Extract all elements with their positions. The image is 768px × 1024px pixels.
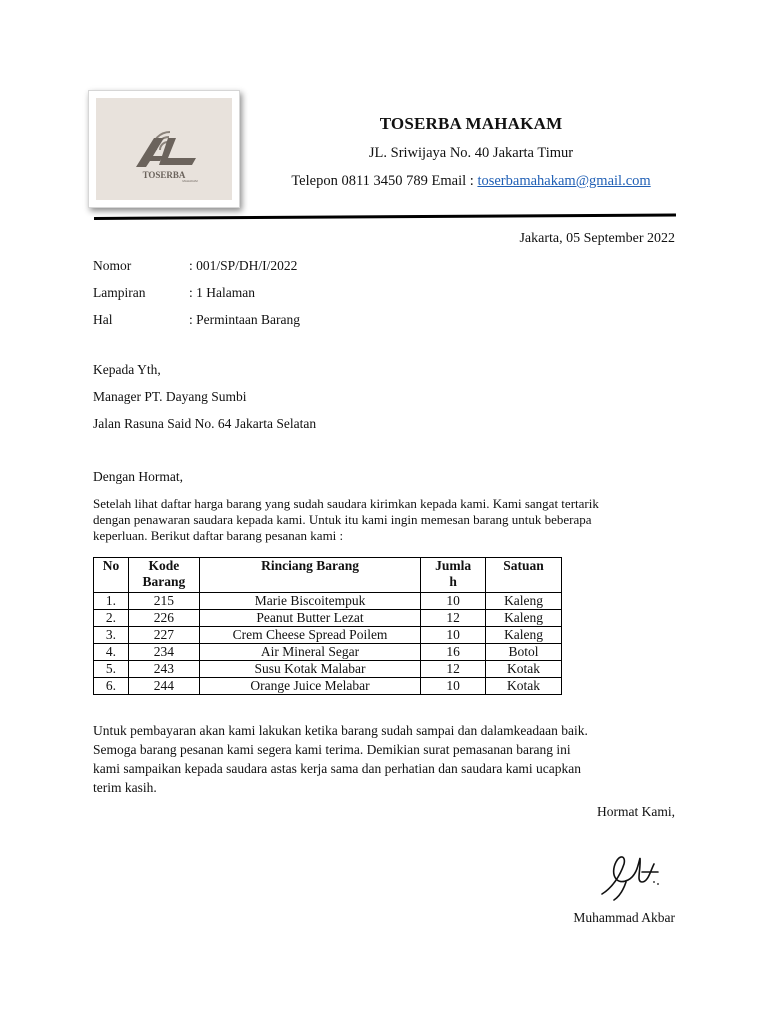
table-row — [94, 644, 562, 661]
closing-salutation: Hormat Kami, — [597, 804, 675, 819]
closing-line: terim kasih. — [93, 780, 157, 795]
table-row — [94, 661, 562, 678]
cell-rincian: Susu Kotak Malabar — [199, 661, 420, 678]
company-contact — [240, 173, 702, 190]
intro-line: Setelah lihat daftar harga barang yang sudah saudara kirimkan kepada kami. Kami sangat tertarik — [93, 496, 599, 511]
signer-name: Muhammad Akbar — [573, 910, 675, 925]
col-header-rincian: Rinciang Barang — [199, 558, 420, 593]
cell-jumlah: 10 — [421, 593, 486, 610]
meta-value: : 1 Halaman — [189, 285, 255, 300]
table-row — [94, 627, 562, 644]
intro-line: dengan penawaran saudara kepada kami. Untuk itu kami ingin memesan barang untuk beberapa — [93, 512, 592, 527]
cell-rincian: Orange Juice Melabar — [199, 678, 420, 695]
cell-kode: 226 — [128, 610, 199, 627]
cell-rincian: Air Mineral Segar — [199, 644, 420, 661]
meta-hal — [93, 312, 300, 328]
cell-satuan: Kotak — [486, 678, 562, 695]
cell-kode: 244 — [128, 678, 199, 695]
cell-jumlah: 12 — [421, 610, 486, 627]
col-header-no: No — [94, 558, 129, 593]
col-header-kode: Kode Barang — [128, 558, 199, 593]
cell-kode: 234 — [128, 644, 199, 661]
cell-kode: 215 — [128, 593, 199, 610]
logo-mark-icon — [96, 98, 232, 200]
table-row — [94, 678, 562, 695]
cell-satuan: Kaleng — [486, 593, 562, 610]
cell-no: 6. — [94, 678, 129, 695]
cell-satuan: Botol — [486, 644, 562, 661]
cell-satuan: Kotak — [486, 661, 562, 678]
letter-date: Jakarta, 05 September 2022 — [519, 231, 675, 246]
meta-nomor — [93, 258, 297, 274]
closing-line: kami sampaikan kepada saudara astas kerja sama dan perhatian dan saudara kami ucapkan — [93, 761, 582, 776]
closing-line: Semoga barang pesanan kami segera kami terima. Demikian surat pemasanan barang ini — [93, 742, 571, 757]
cell-kode: 227 — [128, 627, 199, 644]
cell-kode: 243 — [128, 661, 199, 678]
cell-jumlah: 10 — [421, 627, 486, 644]
cell-jumlah: 12 — [421, 661, 486, 678]
salutation: Dengan Hormat, — [93, 469, 183, 484]
closing-line: Untuk pembayaran akan kami lakukan ketika barang sudah sampai dan dalamkeadaan baik. — [93, 723, 588, 738]
intro-paragraph — [93, 496, 673, 544]
col-header-jumlah: Jumla h — [421, 558, 486, 593]
meta-label: Hal — [93, 312, 113, 327]
logo-text: TOSERBA — [142, 170, 186, 180]
cell-satuan: Kaleng — [486, 627, 562, 644]
email-link[interactable]: toserbamahakam@gmail.com — [477, 173, 651, 189]
signature-icon — [596, 842, 666, 904]
meta-lampiran — [93, 285, 255, 301]
meta-label: Lampiran — [93, 285, 146, 300]
meta-value: : Permintaan Barang — [189, 312, 300, 327]
recipient-name: Manager PT. Dayang Sumbi — [93, 389, 247, 404]
cell-no: 3. — [94, 627, 129, 644]
meta-value: : 001/SP/DH/I/2022 — [189, 258, 298, 273]
cell-no: 1. — [94, 593, 129, 610]
logo-background — [96, 98, 232, 200]
cell-jumlah: 16 — [421, 644, 486, 661]
cell-rincian: Peanut Butter Lezat — [199, 610, 420, 627]
cell-rincian: Marie Biscoitempuk — [199, 593, 420, 610]
header-divider — [94, 213, 676, 220]
closing-paragraph — [93, 721, 683, 797]
cell-satuan: Kaleng — [486, 610, 562, 627]
company-logo — [88, 90, 240, 208]
meta-label: Nomor — [93, 258, 132, 273]
intro-line: keperluan. Berikut daftar barang pesanan kami : — [93, 528, 344, 543]
table-row — [94, 610, 562, 627]
company-name: TOSERBA MAHAKAM — [379, 114, 563, 133]
table-row — [94, 593, 562, 610]
cell-no: 5. — [94, 661, 129, 678]
cell-jumlah: 10 — [421, 678, 486, 695]
recipient-address: Jalan Rasuna Said No. 64 Jakarta Selatan — [93, 416, 317, 431]
recipient-greeting: Kepada Yth, — [93, 362, 161, 377]
company-address: JL. Sriwijaya No. 40 Jakarta Timur — [368, 145, 574, 161]
contact-phone: Telepon 0811 3450 789 Email : — [291, 173, 478, 189]
cell-rincian: Crem Cheese Spread Poilem — [199, 627, 420, 644]
order-table — [93, 557, 562, 695]
table-header-row — [94, 558, 562, 593]
cell-no: 2. — [94, 610, 129, 627]
logo-tagline: MAHAKAM — [182, 179, 198, 183]
col-header-satuan: Satuan — [486, 558, 562, 593]
cell-no: 4. — [94, 644, 129, 661]
